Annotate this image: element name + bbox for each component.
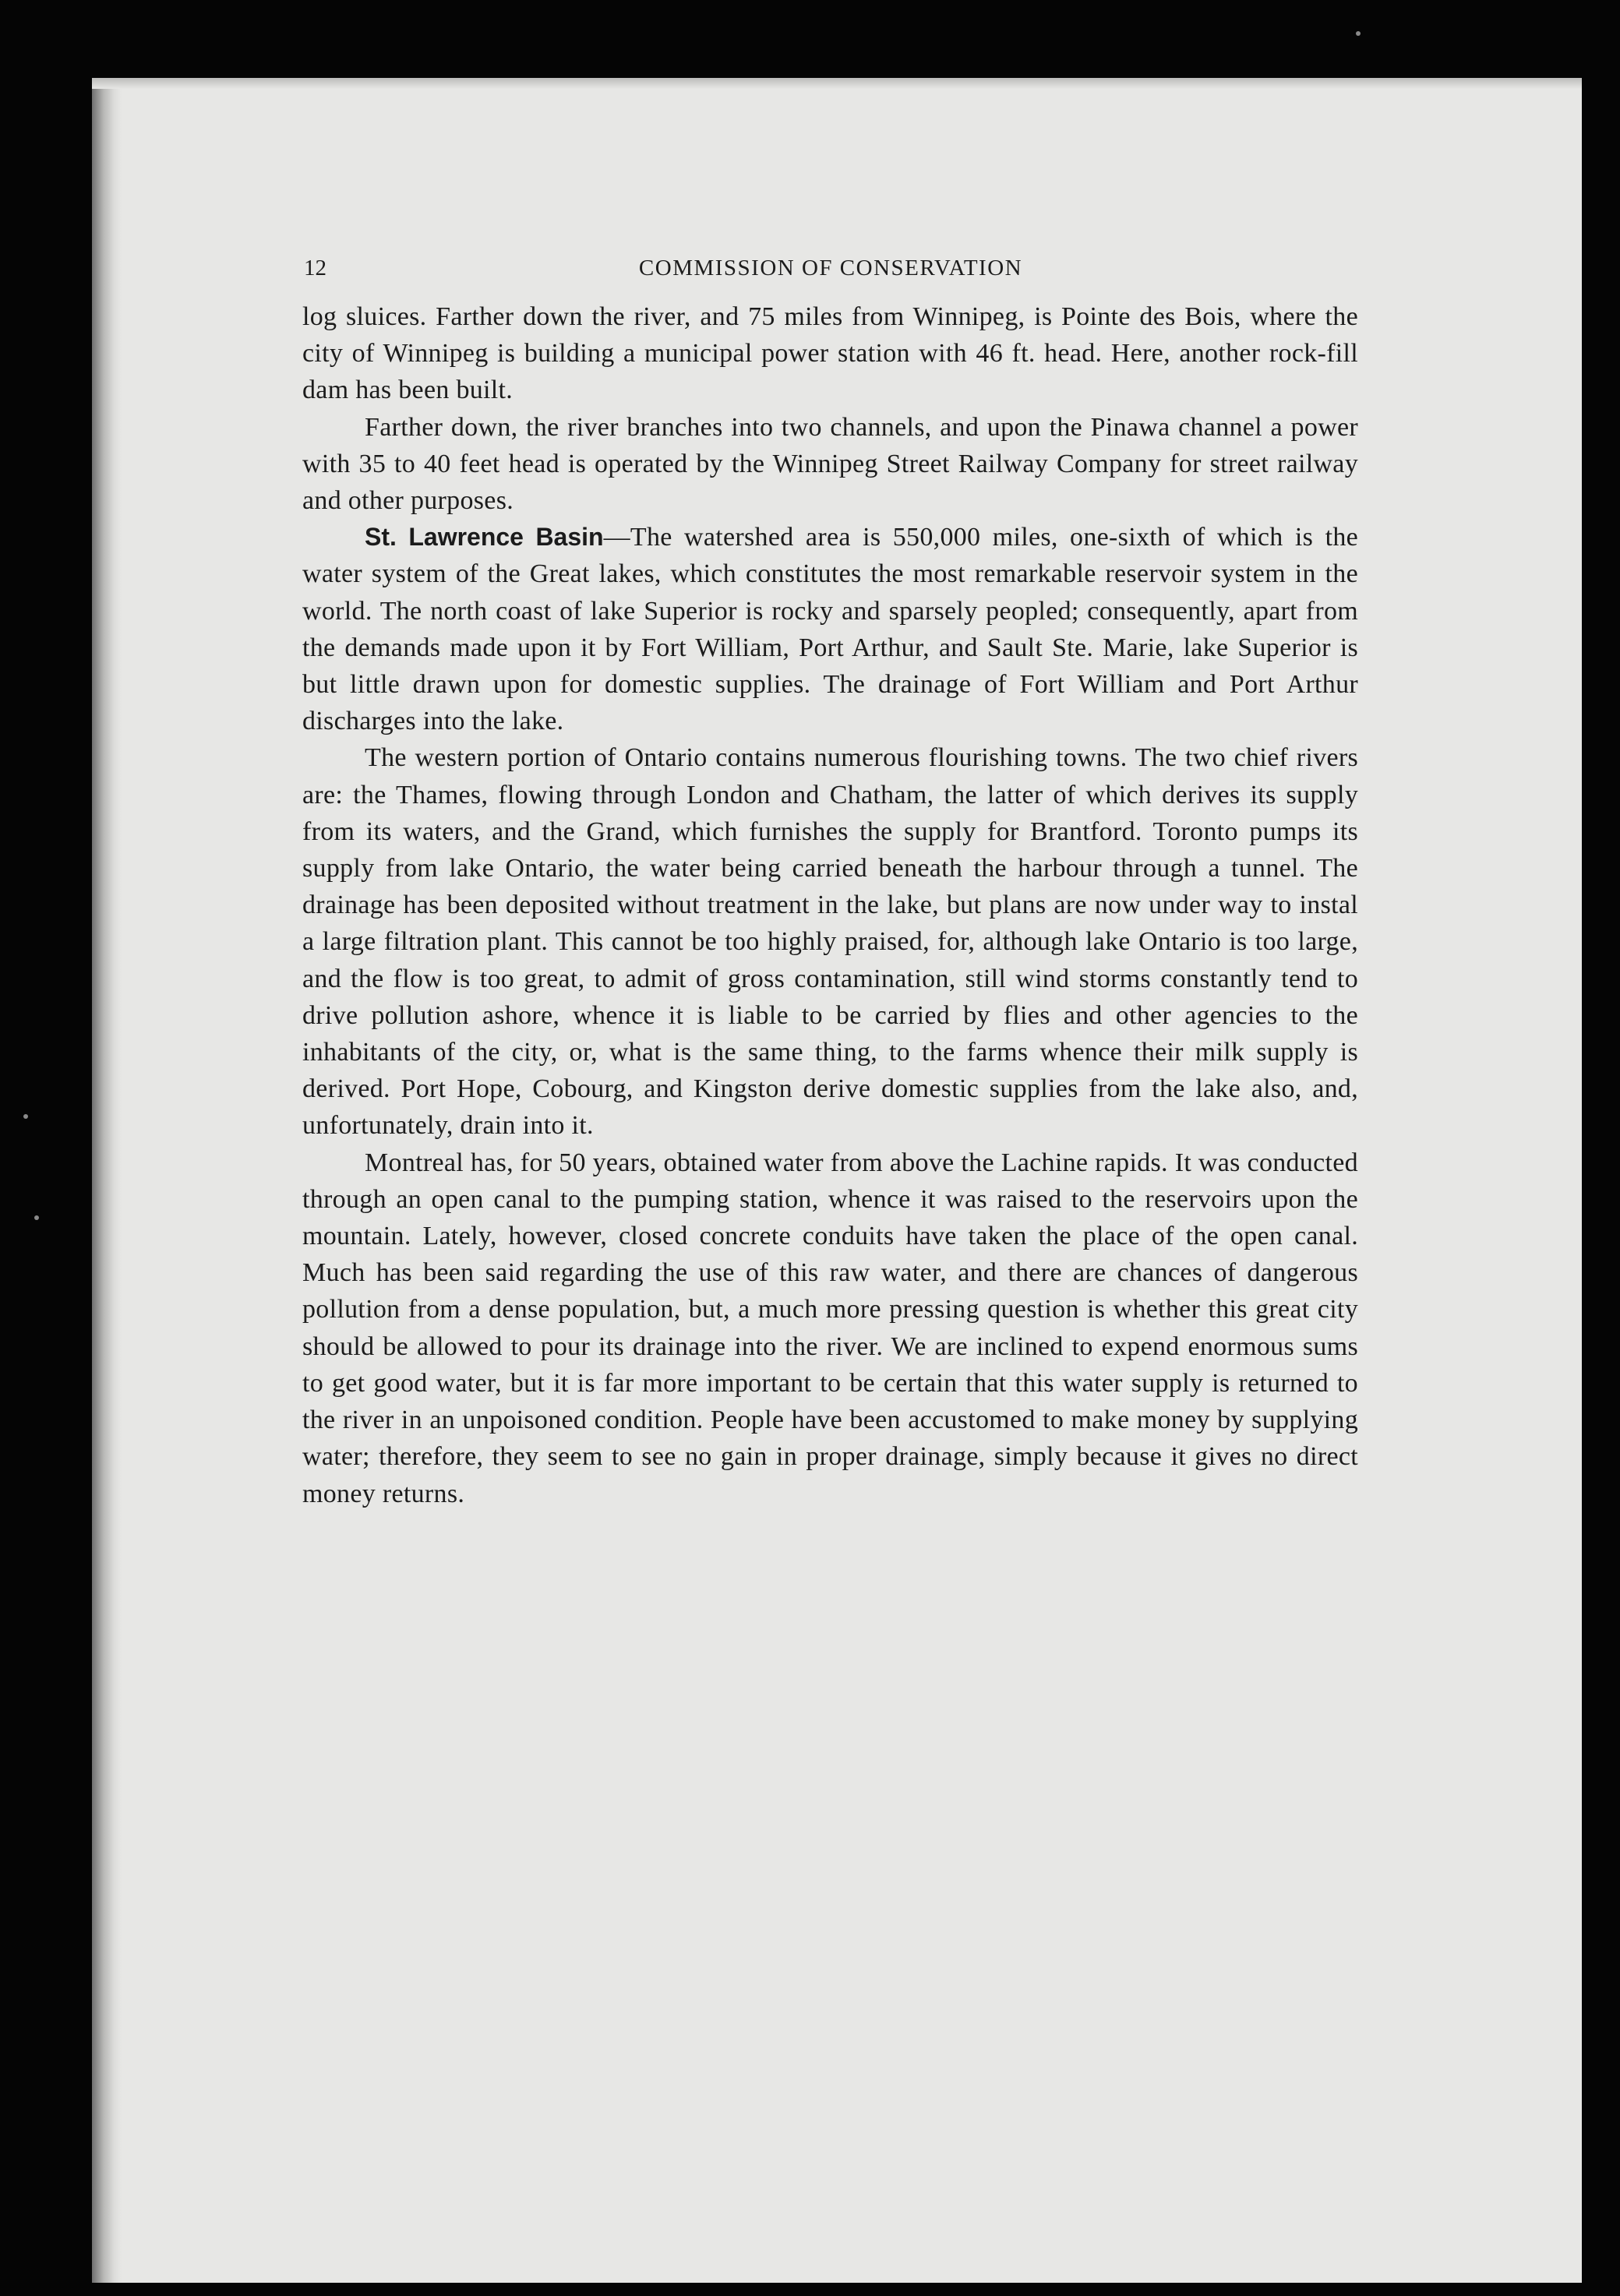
body-text bbox=[302, 298, 1358, 1512]
scan-speck bbox=[34, 1215, 39, 1220]
page-binding-edge bbox=[92, 78, 122, 2283]
running-title: COMMISSION OF CONSERVATION bbox=[638, 256, 1023, 280]
page-number: 12 bbox=[304, 256, 326, 280]
scan-speck bbox=[1356, 31, 1361, 36]
running-header bbox=[304, 256, 1357, 290]
paragraph: The western portion of Ontario contains numerous flourishing towns. The two chief rivers are: the Thames, flowing through London and Chatham, the latter of which derives its supply from its waters, and the Grand, which furnishes the supply for Brantford. Toronto pumps its supply from lake Ontario, the water being carried beneath the harbour through a tunnel. The drainage has been deposited without treatment in the lake, but plans are now under way to instal a large filtration plant. This cannot be too highly praised, for, although lake Ontario is too large, and the flow is too great, to admit of gross contamination, still wind storms constantly tend to drive pollution ashore, whence it is liable to be carried by flies and other agencies to the inhabitants of the city, or, what is the same thing, to the farms whence their milk supply is derived. Port Hope, Cobourg, and Kingston derive domestic supplies from the lake also, and, unfortunately, drain into it. bbox=[302, 743, 1358, 1141]
paragraph-continuation: log sluices. Farther down the river, and 75 miles from Winnipeg, is Pointe des Bois, where the city of Winnipeg is building a municipal power station with 46 ft. head. Here, another rock-fill dam has been built. bbox=[302, 302, 1358, 405]
section-text: —The watershed area is 550,000 miles, one-sixth of which is the water system of the Great lakes, which constitutes the most remarkable reservoir system in the world. The north coast of lake Superior is rocky and sparsely peopled; consequently, apart from the demands made upon it by Fort William, Port Arthur, and Sault Ste. Marie, lake Superior is but little drawn upon for domestic supplies. The drainage of Fort William and Port Arthur discharges into the lake. bbox=[302, 523, 1359, 736]
scan-speck bbox=[23, 1114, 28, 1119]
paragraph: Farther down, the river branches into two channels, and upon the Pinawa channel a power with 35 to 40 feet head is operated by the Winnipeg Street Railway Company for street railway and other purposes. bbox=[302, 412, 1358, 516]
section-heading: St. Lawrence Basin bbox=[365, 523, 604, 552]
page-top-shadow bbox=[92, 78, 1582, 89]
paragraph-section bbox=[302, 519, 1358, 739]
paragraph: Montreal has, for 50 years, obtained water from above the Lachine rapids. It was conducted through an open canal to the pumping station, whence it was raised to the reservoirs upon the mountain. Lately, however, closed concrete conduits have taken the place of the open canal. Much has been said regarding the use of this raw water, and there are chances of dangerous pollution from a dense population, but, a much more pressing question is whether this great city should be allowed to pour its drainage into the river. We are inclined to expend enormous sums to get good water, but it is far more important to be certain that this water supply is returned to the river in an unpoisoned condition. People have been accustomed to make money by supplying water; therefore, they seem to see no gain in proper drainage, simply because it gives no direct money returns. bbox=[302, 1148, 1358, 1508]
